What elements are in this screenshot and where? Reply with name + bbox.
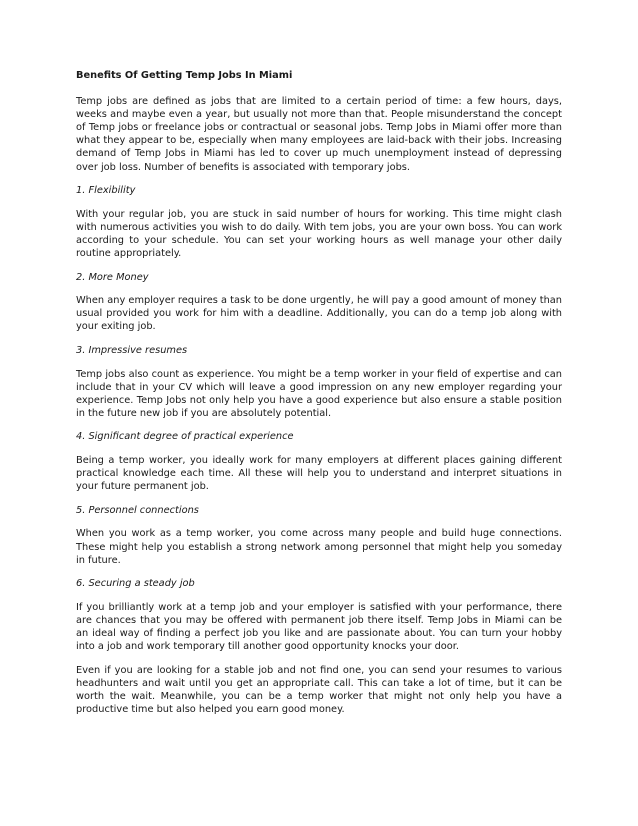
section-heading-flexibility: 1. Flexibility <box>76 185 136 197</box>
document-title: Benefits Of Getting Temp Jobs In Miami <box>76 70 293 81</box>
section-heading-steady-job: 6. Securing a steady job <box>76 578 195 590</box>
section-paragraph-more-money: When any employer requires a task to be done urgently, he will pay a good amount of money than usual provided you work for him with a deadline. Additionally, you can do a temp job along with your exiting job. <box>76 295 562 333</box>
section-heading-impressive-resumes: 3. Impressive resumes <box>76 345 188 356</box>
section-paragraph-steady-job-continued: Even if you are looking for a stable job and not find one, you can send your resumes to various headhunters and wait until you get an appropriate call. This can take a lot of time, but it can be worth the wait. Meanwhile, you can be a temp worker that might not only help you have a productive time but also helped you earn good money. <box>76 664 562 715</box>
intro-paragraph: Temp jobs are defined as jobs that are limited to a certain period of time: a few hours, days, weeks and maybe even a year, but usually not more than that. People misunderstand the concept of Temp jobs or freelance jobs or contractual or seasonal jobs. Temp Jobs in Miami offer more than what they appear to be, especially when many employees are laid-back with their jobs. Increasing demand of Temp Jobs in Miami has led to cover up much unemployment instead of depressing over job loss. Number of benefits is associated with temporary jobs. <box>76 96 562 173</box>
section-heading-more-money: 2. More Money <box>76 271 149 283</box>
section-paragraph-personnel-connections: When you work as a temp worker, you come across many people and build huge connections. These might help you establish a strong network among personnel that might help you someday in future. <box>76 528 562 566</box>
section-paragraph-impressive-resumes: Temp jobs also count as experience. You might be a temp worker in your field of expertise and can include that in your CV which will leave a good impression on any new employer regarding your experience. Temp Jobs not only help you have a good experience but also ensure a stable position in the future new job if you are absolutely potential. <box>76 368 562 419</box>
section-heading-practical-experience: 4. Significant degree of practical experience <box>76 431 294 443</box>
document-page <box>76 69 562 727</box>
section-heading-personnel-connections: 5. Personnel connections <box>76 504 199 516</box>
section-paragraph-steady-job: If you brilliantly work at a temp job and your employer is satisfied with your performance, there are chances that you may be offered with permanent job there itself. Temp Jobs in Miami can be an ideal way of finding a perfect job you like and are passionate about. You can turn your hobby into a job and work temporary till another good opportunity knocks your door. <box>76 601 562 653</box>
section-paragraph-practical-experience: Being a temp worker, you ideally work for many employers at different places gaining different practical knowledge each time. All these will help you to understand and interpret situations in your future permanent job. <box>76 455 562 493</box>
section-paragraph-flexibility: With your regular job, you are stuck in said number of hours for working. This time might clash with numerous activities you wish to do daily. With tem jobs, you are your own boss. You can work according to your schedule. You can set your working hours as well manage your other daily routine appropriately. <box>76 208 562 260</box>
